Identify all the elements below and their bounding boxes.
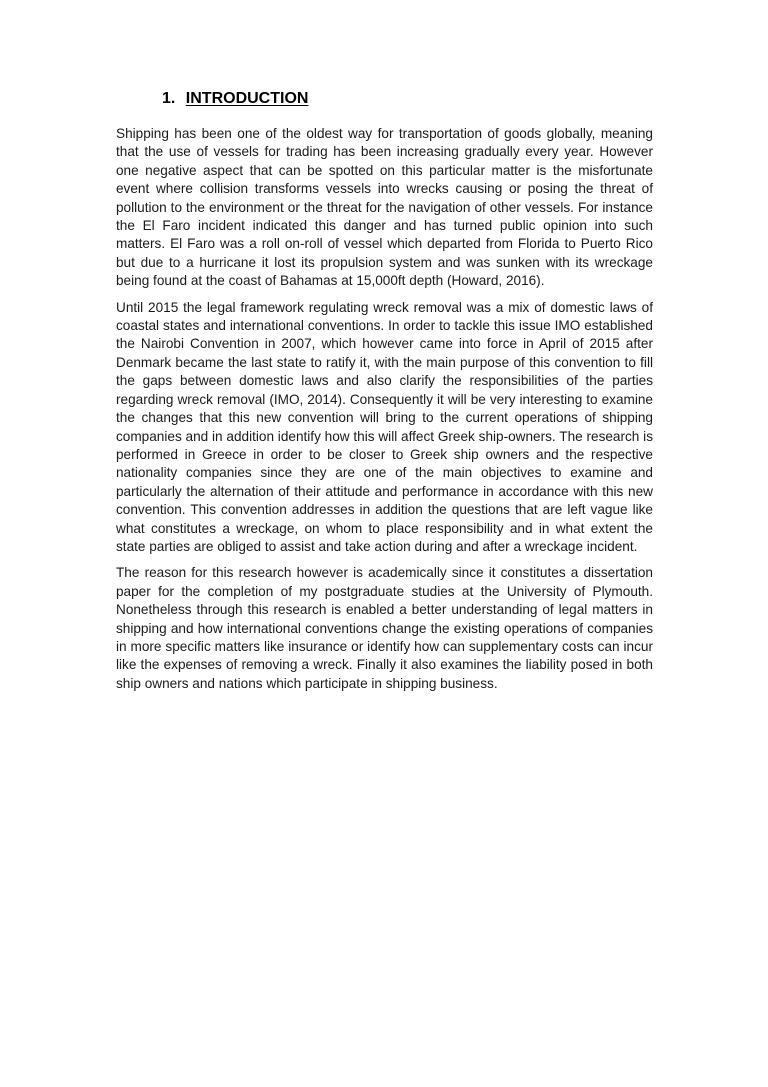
section-title: INTRODUCTION [185, 90, 309, 107]
section-number: 1. [162, 90, 176, 107]
body-text [116, 125, 653, 701]
section-heading [162, 90, 308, 108]
paragraph-legal-framework: Until 2015 the legal framework regulating wreck removal was a mix of domestic laws of coastal states and international conventions. In order to tackle this issue IMO established the Nairobi Convention in 2007, which however came into force in April of 2015 after Denmark became the last state to ratify it, with the main purpose of this convention to fill the gaps between domestic laws and also clarify the responsibilities of the parties regarding wreck removal (IMO, 2014). Consequently it will be very interesting to examine the changes that this new convention will bring to the current operations of shipping companies and in addition identify how this will affect Greek ship-owners. The research is performed in Greece in order to be closer to Greek ship owners and the respective nationality companies since they are one of the main objectives to examine and particularly the alternation of their attitude and performance in accordance with this new convention. This convention addresses in addition the questions that are left vague like what constitutes a wreckage, on whom to place responsibility and in what extent the state parties are obliged to assist and take action during and after a wreckage incident. [116, 299, 653, 554]
paragraph-shipping-overview: Shipping has been one of the oldest way for transportation of goods globally, meaning that the use of vessels for trading has been increasing gradually every year. However one negative aspect that can be spotted on this particular matter is the misfortunate event where collision transforms vessels into wrecks causing or posing the threat of pollution to the environment or the threat for the navigation of other vessels. For instance the El Faro incident indicated this danger and has turned public opinion into such matters. El Faro was a roll on-roll of vessel which departed from Florida to Puerto Rico but due to a hurricane it lost its propulsion system and was sunken with its wreckage being found at the coast of Bahamas at 15,000ft depth (Howard, 2016). [116, 126, 653, 289]
paragraph-research-reason: The reason for this research however is academically since it constitutes a dissertation paper for the completion of my postgraduate studies at the University of Plymouth. Nonetheless through this research is enabled a better understanding of legal matters in shipping and how international conventions change the existing operations of companies in more specific matters like insurance or identify how can supplementary costs can incur like the expenses of removing a wreck. Finally it also examines the liability posed in both ship owners and nations which participate in shipping business. [116, 565, 653, 691]
